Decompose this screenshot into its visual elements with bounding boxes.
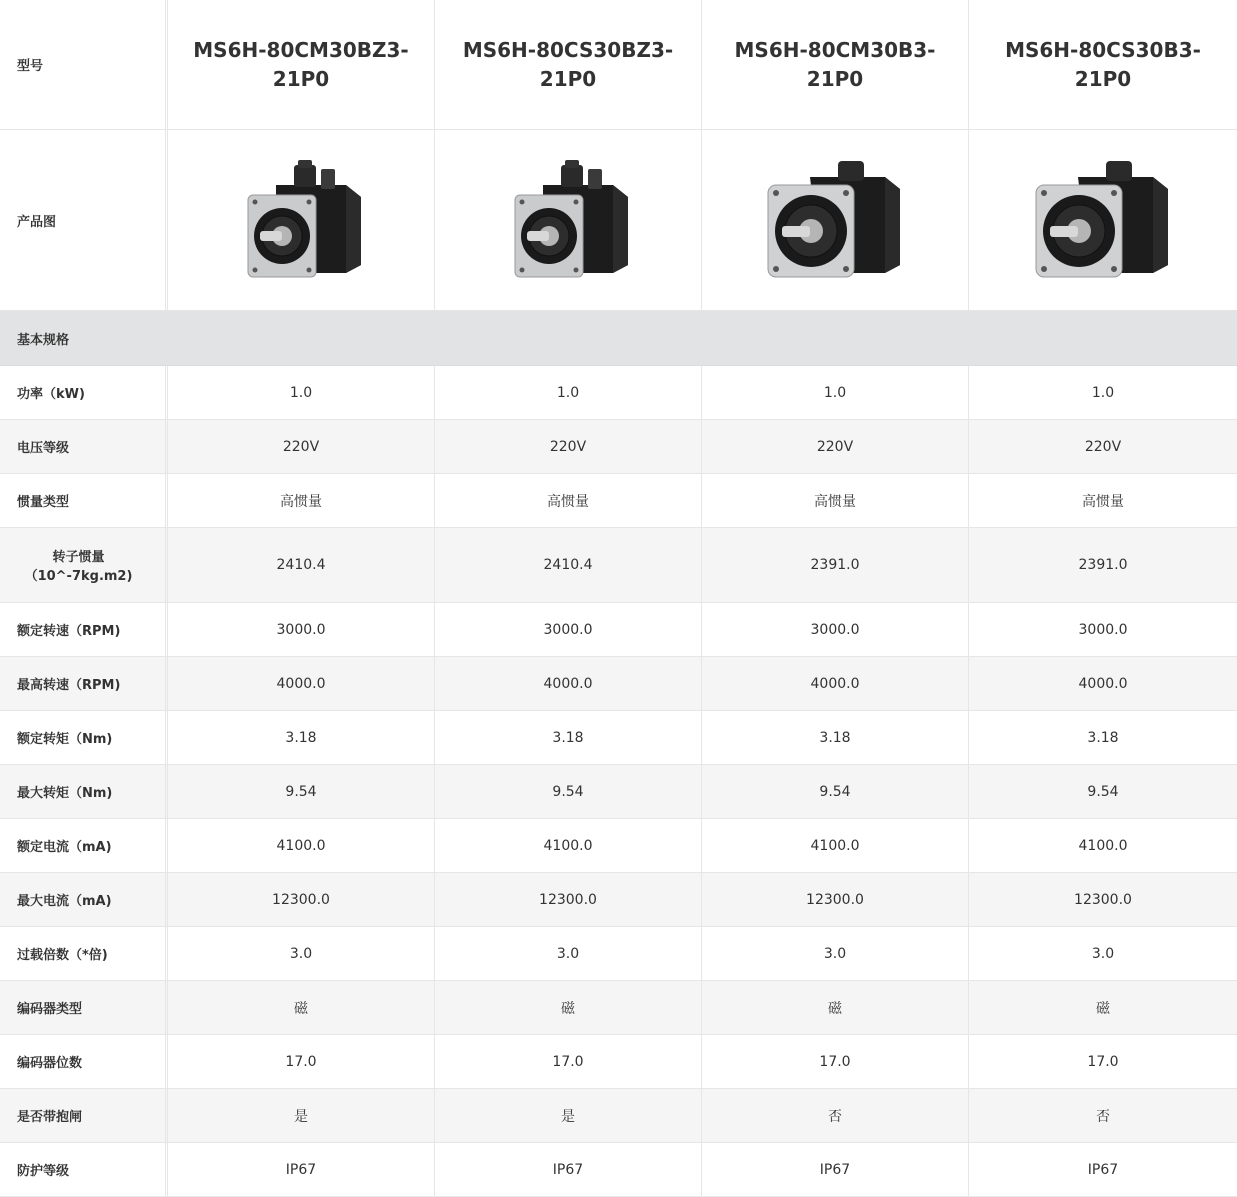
table-row	[0, 711, 1237, 765]
table-cell: 是	[435, 1089, 702, 1142]
table-cell: 17.0	[1087, 1053, 1119, 1070]
section-header	[0, 311, 1237, 366]
table-cell: 220V	[1084, 438, 1122, 455]
row-label: 过载倍数（*倍)	[0, 927, 168, 980]
table-row	[0, 420, 1237, 474]
row-label: 编码器类型	[0, 981, 168, 1034]
table-cell: 1.0	[168, 366, 435, 419]
row-label: 是否带抱闸	[0, 1089, 168, 1142]
table-cell: 否	[702, 1089, 969, 1142]
table-row	[0, 603, 1237, 657]
table-row	[0, 657, 1237, 711]
table-cell: 磁	[702, 981, 969, 1034]
model-name-text: MS6H-80CM30B3-21P0	[734, 37, 936, 91]
row-label: 惯量类型	[0, 474, 168, 527]
product-image-cell	[702, 130, 969, 310]
table-cell: 3.18	[1087, 729, 1119, 746]
table-cell: 12300.0	[168, 873, 435, 926]
table-cell: 12300.0	[435, 873, 702, 926]
table-cell: 17.0	[168, 1035, 435, 1088]
model-name	[702, 0, 969, 129]
table-row	[0, 927, 1237, 981]
row-label: 最大电流（mA)	[0, 873, 168, 926]
servo-motor-icon	[503, 155, 633, 285]
table-header-row	[0, 0, 1237, 130]
table-cell: 4000.0	[168, 657, 435, 710]
table-cell: 高惯量	[702, 474, 969, 527]
table-cell: 220V	[168, 420, 435, 473]
row-label: 转子惯量（10^-7kg.m2)	[0, 528, 168, 602]
model-name	[435, 0, 702, 129]
table-row	[0, 765, 1237, 819]
table-cell: 2391.0	[1078, 557, 1128, 573]
servo-motor-icon	[1028, 155, 1178, 285]
row-label-image: 产品图	[0, 130, 168, 310]
table-cell: 4000.0	[435, 657, 702, 710]
servo-motor-icon	[236, 155, 366, 285]
servo-motor-icon	[760, 155, 910, 285]
table-cell: 高惯量	[435, 474, 702, 527]
table-cell: 17.0	[702, 1035, 969, 1088]
table-row	[0, 819, 1237, 873]
table-cell: 3.0	[435, 927, 702, 980]
table-cell: 9.54	[1087, 783, 1119, 800]
table-cell: 3000.0	[702, 603, 969, 656]
table-cell: 2391.0	[702, 528, 969, 602]
row-label: 功率（kW)	[0, 366, 168, 419]
row-label: 额定转速（RPM)	[0, 603, 168, 656]
table-row	[0, 873, 1237, 927]
table-cell: 9.54	[435, 765, 702, 818]
row-label: 防护等级	[0, 1143, 168, 1196]
table-cell: 高惯量	[168, 474, 435, 527]
row-label: 最高转速（RPM)	[0, 657, 168, 710]
table-row	[0, 1035, 1237, 1089]
table-cell: 2410.4	[435, 528, 702, 602]
table-cell: 1.0	[1091, 384, 1115, 401]
table-cell: 3.0	[1091, 945, 1115, 962]
section-title: 基本规格	[17, 332, 70, 348]
table-cell: 9.54	[702, 765, 969, 818]
table-cell: 3000.0	[1078, 621, 1128, 638]
table-cell: 3.18	[435, 711, 702, 764]
table-cell: 9.54	[168, 765, 435, 818]
row-label: 最大转矩（Nm)	[0, 765, 168, 818]
model-name-text: MS6H-80CM30BZ3-21P0	[193, 37, 409, 91]
row-label-model: 型号	[0, 0, 168, 129]
table-cell: 4000.0	[702, 657, 969, 710]
table-cell: 17.0	[435, 1035, 702, 1088]
product-image-cell	[168, 130, 435, 310]
table-cell: 4100.0	[1078, 837, 1128, 854]
table-row	[0, 981, 1237, 1035]
table-cell: 3000.0	[168, 603, 435, 656]
table-cell: 4000.0	[1078, 675, 1128, 692]
table-cell: 3.18	[702, 711, 969, 764]
table-cell: 12300.0	[702, 873, 969, 926]
table-cell: 3.18	[168, 711, 435, 764]
table-cell: 2410.4	[168, 528, 435, 602]
table-cell: 1.0	[435, 366, 702, 419]
table-cell: 3000.0	[435, 603, 702, 656]
row-label: 电压等级	[0, 420, 168, 473]
table-cell: 1.0	[702, 366, 969, 419]
table-cell: 12300.0	[1074, 891, 1132, 908]
table-cell: 4100.0	[702, 819, 969, 872]
row-label: 额定转矩（Nm)	[0, 711, 168, 764]
table-cell: 4100.0	[435, 819, 702, 872]
table-row	[0, 528, 1237, 603]
table-cell: 高惯量	[1082, 493, 1124, 510]
model-name-text: MS6H-80CS30B3-21P0	[1005, 37, 1201, 91]
table-row	[0, 366, 1237, 420]
table-cell: 3.0	[702, 927, 969, 980]
table-cell: IP67	[435, 1143, 702, 1196]
table-cell: 220V	[435, 420, 702, 473]
product-image-cell	[435, 130, 702, 310]
table-row	[0, 474, 1237, 528]
table-cell: 磁	[168, 981, 435, 1034]
row-label: 额定电流（mA)	[0, 819, 168, 872]
table-cell: 220V	[702, 420, 969, 473]
table-cell: 4100.0	[168, 819, 435, 872]
model-name	[969, 0, 1237, 129]
table-cell: 磁	[435, 981, 702, 1034]
table-row	[0, 1089, 1237, 1143]
product-image-cell	[969, 130, 1237, 310]
table-row	[0, 1143, 1237, 1197]
model-name-text: MS6H-80CS30BZ3-21P0	[462, 37, 674, 91]
table-cell: 是	[168, 1089, 435, 1142]
product-image-row	[0, 130, 1237, 311]
table-cell: IP67	[1087, 1161, 1119, 1178]
row-label: 编码器位数	[0, 1035, 168, 1088]
table-cell: IP67	[168, 1143, 435, 1196]
model-name	[168, 0, 435, 129]
table-cell: IP67	[702, 1143, 969, 1196]
table-cell: 磁	[1096, 1000, 1110, 1017]
table-cell: 否	[1096, 1108, 1110, 1125]
table-cell: 3.0	[168, 927, 435, 980]
